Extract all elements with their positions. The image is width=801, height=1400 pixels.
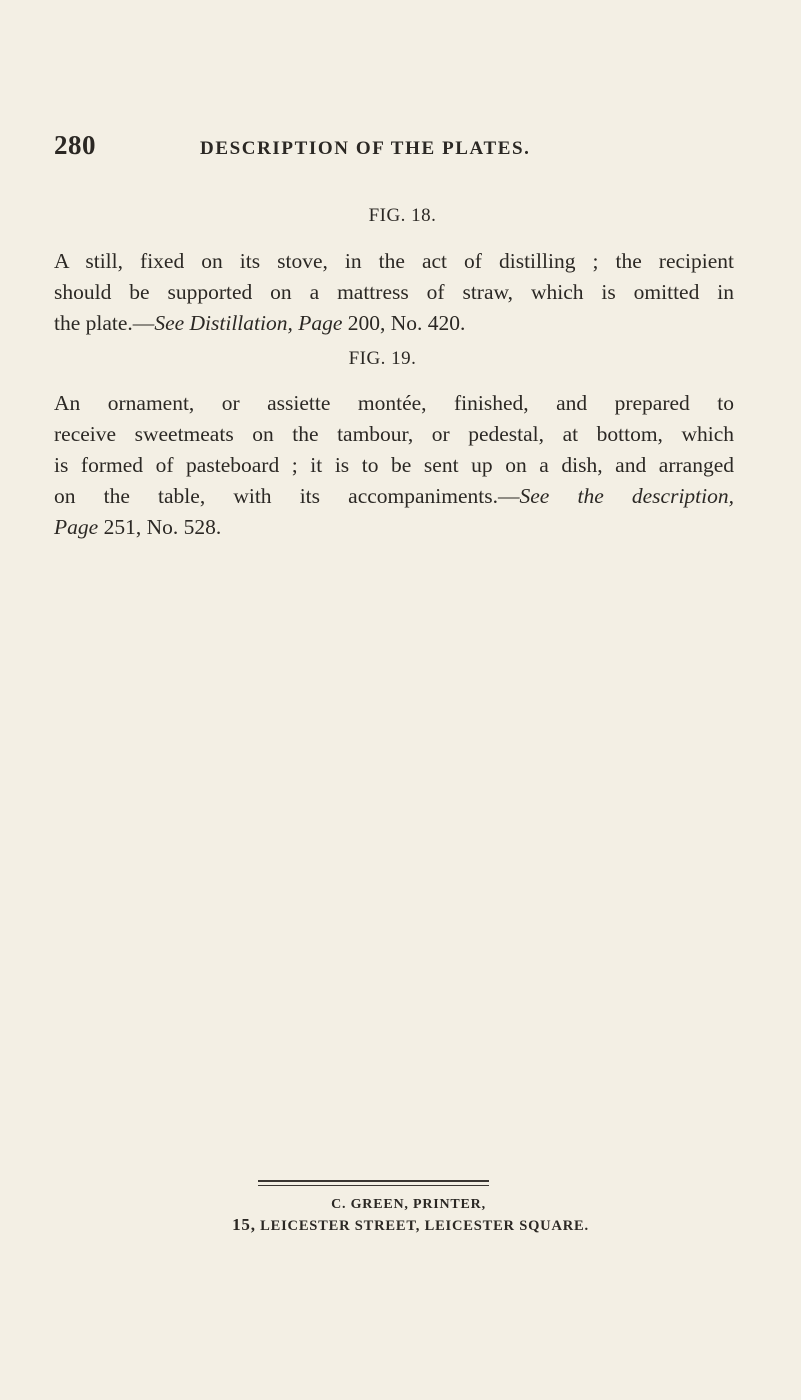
text-line xyxy=(54,308,734,339)
imprint-rule-thin xyxy=(258,1185,489,1186)
text-line: receive sweetmeats on the tambour, or pedestal, at bottom, which xyxy=(54,422,734,446)
cross-reference-italic: See the description, xyxy=(519,484,735,508)
fig-18-description xyxy=(54,246,734,339)
fig-19-heading: FIG. 19. xyxy=(348,348,417,369)
page-number: 280 xyxy=(54,130,96,160)
text-roman: on the table, with its accompaniments.— xyxy=(54,484,520,508)
text-line: should be supported on a mattress of straw, which is omitted in xyxy=(54,280,734,304)
text-roman: the plate.— xyxy=(54,311,155,335)
text-line xyxy=(54,481,734,512)
fig-19-description xyxy=(54,388,734,543)
text-line: is formed of pasteboard ; it is to be sent up on a dish, and arranged xyxy=(54,453,734,477)
cross-reference-italic: See Distillation, Page xyxy=(154,311,343,335)
printer-address xyxy=(10,1215,801,1235)
text-roman: 200, No. 420. xyxy=(342,311,466,335)
cross-reference-italic: Page xyxy=(54,515,99,539)
imprint-rule xyxy=(258,1180,489,1182)
running-head: DESCRIPTION OF THE PLATES. xyxy=(200,138,531,159)
street-number: 15, xyxy=(232,1215,256,1234)
printer-name: C. GREEN, PRINTER, xyxy=(331,1197,486,1212)
street-address: LEICESTER STREET, LEICESTER SQUARE. xyxy=(255,1218,589,1234)
text-roman: 251, No. 528. xyxy=(98,515,222,539)
text-line xyxy=(54,512,734,543)
text-line: A still, fixed on its stove, in the act of distilling ; the recipient xyxy=(54,249,734,273)
text-line: An ornament, or assiette montée, finished, and prepared to xyxy=(54,391,734,415)
fig-18-heading: FIG. 18. xyxy=(368,205,437,226)
